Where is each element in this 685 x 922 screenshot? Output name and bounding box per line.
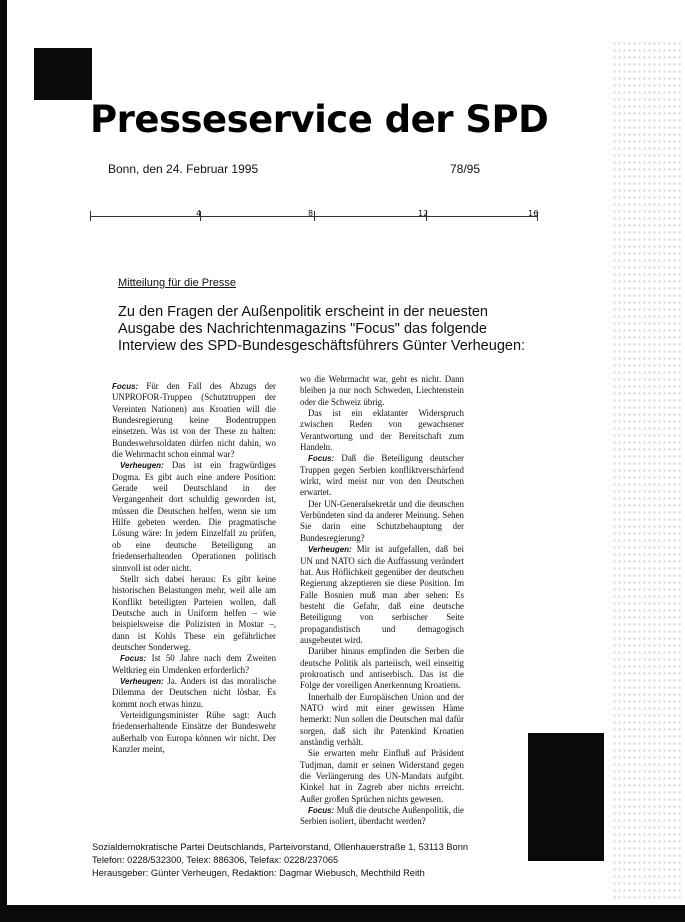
scan-corner-block bbox=[34, 48, 92, 100]
interview-paragraph bbox=[112, 574, 276, 653]
ruler-tick bbox=[314, 211, 315, 221]
ruler-tick bbox=[90, 211, 91, 221]
paragraph-text: Muß die deutsche Außenpolitik, die Serbien isoliert, überdacht werden? bbox=[300, 805, 464, 827]
paragraph-text: Für den Fall des Abzugs der UNPROFOR-Truppen (Schutztruppen der Vereinten Nationen) aus Kroatien will die Bundesregierung keine Bodentruppen einsetzen. Was ist von der These zu halten: Bundeswehrsoldaten dürfen nicht dahin, wo die Wehrmacht schon einmal war? bbox=[112, 381, 276, 460]
ruler-mark: 16 bbox=[528, 209, 539, 218]
speaker-label: Verheugen: bbox=[120, 676, 164, 686]
interview-paragraph bbox=[112, 381, 276, 460]
interview-column-1 bbox=[112, 381, 276, 755]
dateline: Bonn, den 24. Februar 1995 bbox=[108, 162, 259, 176]
footer-contact: Telefon: 0228/532300, Telex: 886306, Telefax: 0228/237065 bbox=[92, 855, 339, 865]
interview-paragraph bbox=[300, 408, 464, 453]
lead-paragraph: Zu den Fragen der Außenpolitik erscheint in der neuesten Ausgabe des Nachrichtenmagazins "Focus" das folgende Interview des SPD-Bundesgeschäftsführers Günter Verheugen: bbox=[118, 304, 526, 354]
interview-paragraph bbox=[300, 374, 464, 408]
scan-edge-bottom bbox=[0, 905, 685, 922]
footer-address: Sozialdemokratische Partei Deutschlands, Parteivorstand, Ollenhauerstraße 1, 53113 Bonn bbox=[92, 842, 469, 852]
footer-publisher: Herausgeber: Günter Verheugen, Redaktion: Dagmar Wiebusch, Mechthild Reith bbox=[92, 868, 425, 878]
paragraph-text: Das ist ein eklatanter Widerspruch zwischen Reden von gewachsener Verantwortung und der Bereitschaft zum Handeln. bbox=[300, 408, 464, 453]
paragraph-text: wo die Wehrmacht war, geht es nicht. Dann bleiben ja nur noch Schweden, Liechtenstein oder die Schweiz übrig. bbox=[300, 374, 464, 407]
paragraph-text: Sie erwarten mehr Einfluß auf Präsident Tudjman, damit er seinen Widerstand gegen die Verlängerung des UN-Mandats aufgibt. Kinkel hat in Zagreb aber nichts erreicht. Außer großen Sprüchen nichts gewesen. bbox=[300, 748, 464, 804]
paragraph-text: Der UN-Generalsekretär und die deutschen Verbündeten sind da anderer Meinung. Sehen Sie darin eine Schutzbehauptung der Bundesregierung? bbox=[300, 498, 464, 543]
interview-paragraph bbox=[112, 460, 276, 573]
speaker-label: Verheugen: bbox=[120, 461, 164, 471]
paragraph-text: Daß die Beteiligung deutscher Truppen gegen Serbien konfliktverschärfend wirkt, wird meist nur von den Deutschen erwartet. bbox=[300, 453, 465, 498]
paragraph-text: Verteidigungsminister Rühe sagt: Auch friedenserhaltende Einsätze der Bundeswehr außerhalb von Europa können wir nicht. Der Kanzler meint, bbox=[112, 709, 276, 754]
speaker-label: Focus: bbox=[308, 454, 335, 464]
paragraph-text: Innerhalb der Europäischen Union und der NATO wird mit einer gewissen Häme bemerkt: Nun sollen die Deutschen mal dafür sorgen, daß sich ihr Patenkind Kroatien anständig verhält. bbox=[300, 691, 464, 747]
interview-paragraph bbox=[300, 748, 464, 805]
interview-column-2 bbox=[300, 374, 464, 828]
page-title: Presseservice der SPD bbox=[90, 98, 549, 141]
document-number: 78/95 bbox=[450, 162, 481, 176]
ruler-mark: 8 bbox=[308, 209, 314, 218]
speaker-label: Focus: bbox=[112, 382, 139, 391]
interview-paragraph bbox=[300, 805, 464, 828]
paragraph-text: Mir ist aufgefallen, daß bei UN und NATO sich die Auffassung verändert hat. Aus Höflichkeit gegenüber der deutschen Regierung akzeptieren sie diese Position. Im Falle Bosnien muß man aber sehen: Es besteht die Gefahr, daß eine deutsche Beteiligung von serbischer Seite propagandistisch und demagogisch ausgebeutet wird. bbox=[300, 544, 464, 645]
interview-paragraph bbox=[300, 692, 464, 749]
interview-paragraph bbox=[300, 646, 464, 691]
interview-paragraph bbox=[112, 653, 276, 676]
interview-paragraph bbox=[112, 676, 276, 710]
speaker-label: Focus: bbox=[120, 654, 147, 664]
paragraph-text: Ist 50 Jahre nach dem Zweiten Weltkrieg ein Umdenken erforderlich? bbox=[112, 653, 277, 675]
scan-edge-left bbox=[0, 0, 7, 922]
scan-noise bbox=[612, 40, 682, 900]
interview-paragraph bbox=[300, 499, 464, 544]
ruler-mark: 4 bbox=[196, 209, 202, 218]
paragraph-text: Darüber hinaus empfinden die Serben die deutsche Politik als parteiisch, weil einseitig prokroatisch und antiserbisch. Das ist die Folge der voreiligen Anerkennung Kroatiens. bbox=[300, 646, 464, 691]
section-label: Mitteilung für die Presse bbox=[118, 277, 236, 289]
column-ruler bbox=[90, 209, 539, 227]
paragraph-text: Das ist ein fragwürdiges Dogma. Es gibt auch eine andere Position: Gerade weil Deutschland in der Vergangenheit dort schuldig geworden ist, müssen die Deutschen helfen, wenn sie um Hilfe gebeten werden. Die pragmatische Lösung wäre: In jedem Einzelfall zu prüfen, ob eine deutsche Beteiligung an friedenserhaltenden Operationen politisch sinnvoll ist oder nicht. bbox=[112, 460, 276, 573]
footer-imprint bbox=[92, 841, 468, 880]
scan-side-block bbox=[528, 733, 604, 861]
interview-paragraph bbox=[300, 544, 464, 646]
paragraph-text: Stellt sich dabei heraus: Es gibt keine historischen Belastungen mehr, weil alle am Konflikt beteiligten Parteien wollen, daß Deutsche auch in Uniform helfen – wie beispielsweise die Polizisten in Mostar –, dann ist Kohls These ein gefährlicher deutscher Sonderweg. bbox=[112, 573, 276, 652]
interview-paragraph bbox=[300, 453, 464, 498]
speaker-label: Verheugen: bbox=[308, 545, 352, 555]
paragraph-text: Ja. Anders ist das moralische Dilemma der Deutschen nicht lösbar. Es kommt noch etwas hinzu. bbox=[112, 675, 277, 709]
ruler-mark: 12 bbox=[418, 209, 429, 218]
interview-paragraph bbox=[112, 710, 276, 755]
speaker-label: Focus: bbox=[308, 806, 335, 816]
